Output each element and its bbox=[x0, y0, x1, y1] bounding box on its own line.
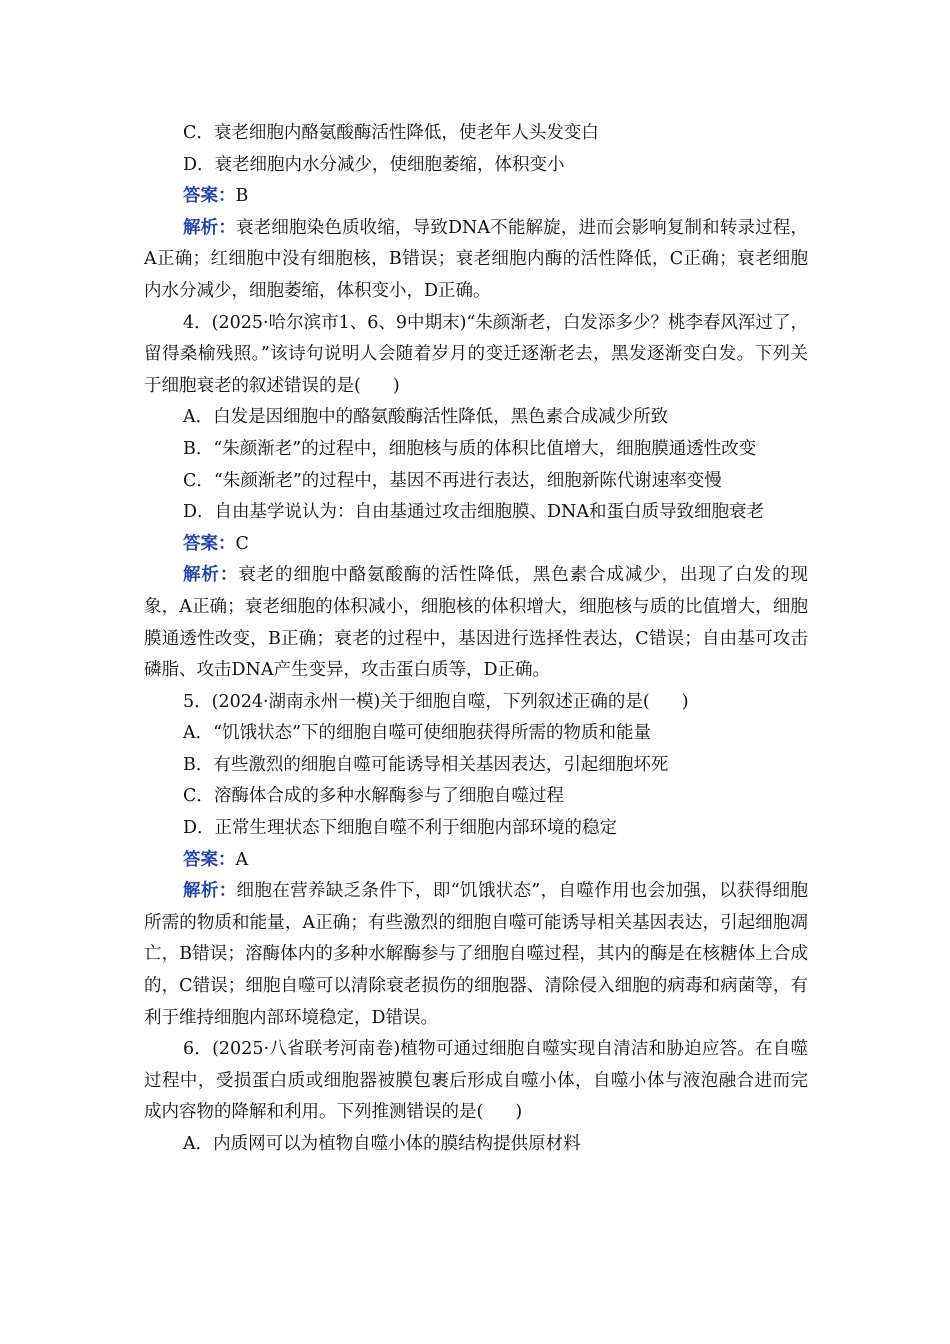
q5-analysis bbox=[144, 876, 808, 1034]
paren-close: ) bbox=[681, 691, 689, 712]
q5-option-d: D．正常生理状态下细胞自噬不利于细胞内部环境的稳定 bbox=[183, 818, 618, 839]
q3-answer bbox=[144, 181, 808, 213]
analysis-text: 衰老的细胞中酪氨酸酶的活性降低，黑色素合成减少，出现了白发的现象，A正确；衰老细胞的体积减小，细胞核的体积增大，细胞核与质的比值增大，细胞膜通透性改变，B正确；衰老的过程中，基因进行选择性表达，C错误；自由基可攻击磷脂、攻击DNA产生变异，攻击蛋白质等，D正确。 bbox=[144, 565, 809, 681]
q4-option-c: C．“朱颜渐老”的过程中，基因不再进行表达，细胞新陈代谢速率变慢 bbox=[183, 470, 722, 491]
answer-label: 答案： bbox=[183, 533, 236, 554]
q5-option-c: C．溶酶体合成的多种水解酶参与了细胞自噬过程 bbox=[183, 786, 564, 807]
analysis-label: 解析： bbox=[183, 881, 237, 902]
answer-value: C bbox=[235, 533, 249, 554]
question-content bbox=[144, 118, 808, 1161]
analysis-label: 解析： bbox=[183, 217, 237, 238]
answer-label: 答案： bbox=[183, 849, 236, 870]
q3-option-c: C．衰老细胞内酪氨酸酶活性降低，使老年人头发变白 bbox=[183, 123, 599, 143]
q5-stem bbox=[144, 687, 808, 719]
q3-option-d: D．衰老细胞内水分减少，使细胞萎缩，体积变小 bbox=[183, 154, 565, 175]
analysis-label: 解析： bbox=[183, 565, 239, 586]
paren-close: ) bbox=[392, 375, 400, 396]
answer-label: 答案： bbox=[183, 186, 236, 207]
analysis-text: 细胞在营养缺乏条件下，即“饥饿状态”，自噬作用也会加强，以获得细胞所需的物质和能量，A正确；有些激烈的细胞自噬可能诱导相关基因表达，引起细胞凋亡，B错误；溶酶体内的多种水解酶参与了细胞自噬过程，其内的酶是在核糖体上合成的，C错误；细胞自噬可以清除衰老损伤的细胞器、清除侵入细胞的病毒和病菌等，有利于维持细胞内部环境稳定，D错误。 bbox=[144, 881, 808, 1028]
q4-analysis bbox=[144, 560, 808, 686]
q6-stem bbox=[144, 1034, 808, 1129]
q4-option-a: A．白发是因细胞中的酪氨酸酶活性降低，黑色素合成减少所致 bbox=[183, 407, 669, 428]
question-stem: 6．(2025·八省联考河南卷)植物可通过细胞自噬实现自清洁和胁迫应答。在自噬过程中，受损蛋白质或细胞器被膜包裹后形成自噬小体，自噬小体与液泡融合进而完成内容物的降解和利用。下列推测错误的是( bbox=[144, 1039, 808, 1123]
q5-option-a: A．“饥饿状态”下的细胞自噬可使细胞获得所需的物质和能量 bbox=[183, 723, 652, 744]
q3-analysis bbox=[144, 213, 808, 308]
q5-option-b: B．有些激烈的细胞自噬可能诱导相关基因表达，引起细胞坏死 bbox=[183, 754, 669, 775]
q4-answer bbox=[144, 529, 808, 561]
q4-option-d: D．自由基学说认为：自由基通过攻击细胞膜、DNA和蛋白质导致细胞衰老 bbox=[183, 502, 765, 523]
answer-value: B bbox=[235, 186, 249, 207]
question-stem: 4．(2025·哈尔滨市1、6、9中期末)“朱颜渐老，白发添多少？桃李春风浑过了，留得桑榆残照。”该诗句说明人会随着岁月的变迁逐渐老去，黑发逐渐变白发。下列关于细胞衰老的叙述错误的是( bbox=[144, 312, 808, 396]
paren-close: ) bbox=[515, 1102, 523, 1123]
answer-value: A bbox=[235, 849, 249, 870]
q6-option-a: A．内质网可以为植物自噬小体的膜结构提供原材料 bbox=[183, 1134, 581, 1154]
analysis-text: 衰老细胞染色质收缩，导致DNA不能解旋，进而会影响复制和转录过程，A正确；红细胞中没有细胞核，B错误；衰老细胞内酶的活性降低，C正确；衰老细胞内水分减少，细胞萎缩，体积变小，D正确。 bbox=[144, 217, 809, 301]
question-stem: 5．(2024·湖南永州一模)关于细胞自噬，下列叙述正确的是( bbox=[183, 691, 650, 712]
q5-answer bbox=[144, 845, 808, 877]
q4-stem bbox=[144, 308, 808, 403]
q4-option-b: B．“朱颜渐老”的过程中，细胞核与质的体积比值增大，细胞膜通透性改变 bbox=[183, 438, 757, 459]
